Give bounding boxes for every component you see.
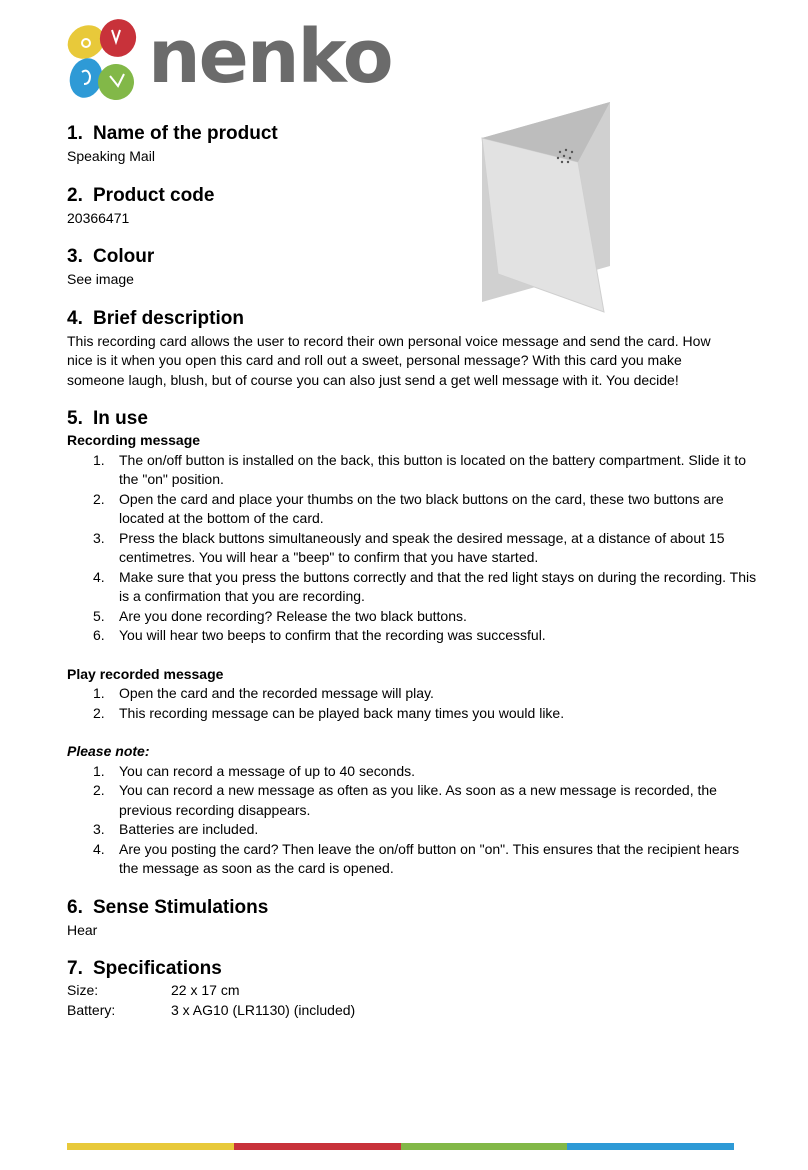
datasheet-content — [67, 122, 757, 1020]
list-item: 4. Make sure that you press the buttons correctly and that the red light stays on during the recording. This is a confirmation that you are recording. — [93, 568, 757, 604]
play-heading: Play recorded message — [67, 665, 224, 682]
section-colour — [67, 245, 757, 290]
section-heading: 4. Brief description — [67, 307, 244, 329]
list-item: 3. Batteries are included. — [93, 821, 259, 837]
section-description — [67, 307, 757, 391]
footer-bar-blue — [567, 1143, 734, 1150]
section-code — [67, 184, 757, 229]
play-steps — [67, 684, 757, 723]
list-item: 1. Open the card and the recorded message will play. — [93, 685, 434, 701]
list-item: 6. You will hear two beeps to confirm that the recording was successful. — [93, 627, 546, 643]
logo-petals-icon — [66, 16, 146, 112]
section-heading: 7. Specifications — [67, 958, 222, 979]
section-heading: 5. In use — [67, 408, 148, 429]
list-item: 2. This recording message can be played back many times you would like. — [93, 704, 565, 721]
list-item: 3. Press the black buttons simultaneously and speak the desired message, at a distance of about 15 centimetres. You will hear a "beep" to confirm that you have started. — [93, 529, 725, 565]
sense-text: Hear — [67, 921, 98, 938]
section-heading: 3. Colour — [67, 246, 155, 267]
footer-bar-green — [401, 1143, 568, 1150]
section-name — [67, 122, 757, 167]
section-specifications — [67, 957, 757, 1020]
description-text: This recording card allows the user to record their own personal voice message and send the card. How nice is it when you open this card and roll out a sweet, personal message? With this card you make someone laugh, blush, but of course you can also just send a get well message with it. You decide! — [67, 332, 711, 388]
note-heading: Please note: — [67, 743, 150, 759]
note-steps — [67, 762, 757, 879]
nenko-logo — [66, 16, 396, 112]
spec-row-size: Size: 22 x 17 cm — [67, 982, 240, 998]
list-item: 1. The on/off button is installed on the back, this button is located on the battery compartment. Slide it to the "on" position. — [93, 451, 746, 487]
section-in-use — [67, 407, 757, 879]
section-heading: 6. Sense Stimulations — [67, 896, 269, 918]
section-heading: 2. Product code — [67, 184, 215, 206]
recording-steps — [67, 451, 757, 646]
list-item: 1. You can record a message of up to 40 seconds. — [93, 762, 416, 779]
product-code: 20366471 — [67, 209, 130, 226]
list-item: 5. Are you done recording? Release the two black buttons. — [93, 607, 467, 624]
list-item: 4. Are you posting the card? Then leave the on/off button on "on". This ensures that the recipient hears the message as soon as the card is opened. — [93, 840, 740, 876]
recording-heading: Recording message — [67, 432, 201, 448]
section-sense — [67, 896, 757, 941]
list-item: 2. Open the card and place your thumbs on the two black buttons on the card, these two buttons are located at the bottom of the card. — [93, 490, 724, 526]
brand-name: nenko — [148, 14, 392, 100]
footer-color-bar — [67, 1143, 734, 1150]
spec-row-battery: Battery: 3 x AG10 (LR1130) (included) — [67, 1001, 356, 1018]
colour-text: See image — [67, 271, 134, 287]
section-heading: 1. Name of the product — [67, 123, 278, 144]
product-name: Speaking Mail — [67, 148, 155, 164]
list-item: 2. You can record a new message as often as you like. As soon as a new message is recorded, the previous recording disappears. — [93, 782, 717, 818]
footer-bar-yellow — [67, 1143, 234, 1150]
footer-bar-red — [234, 1143, 401, 1150]
